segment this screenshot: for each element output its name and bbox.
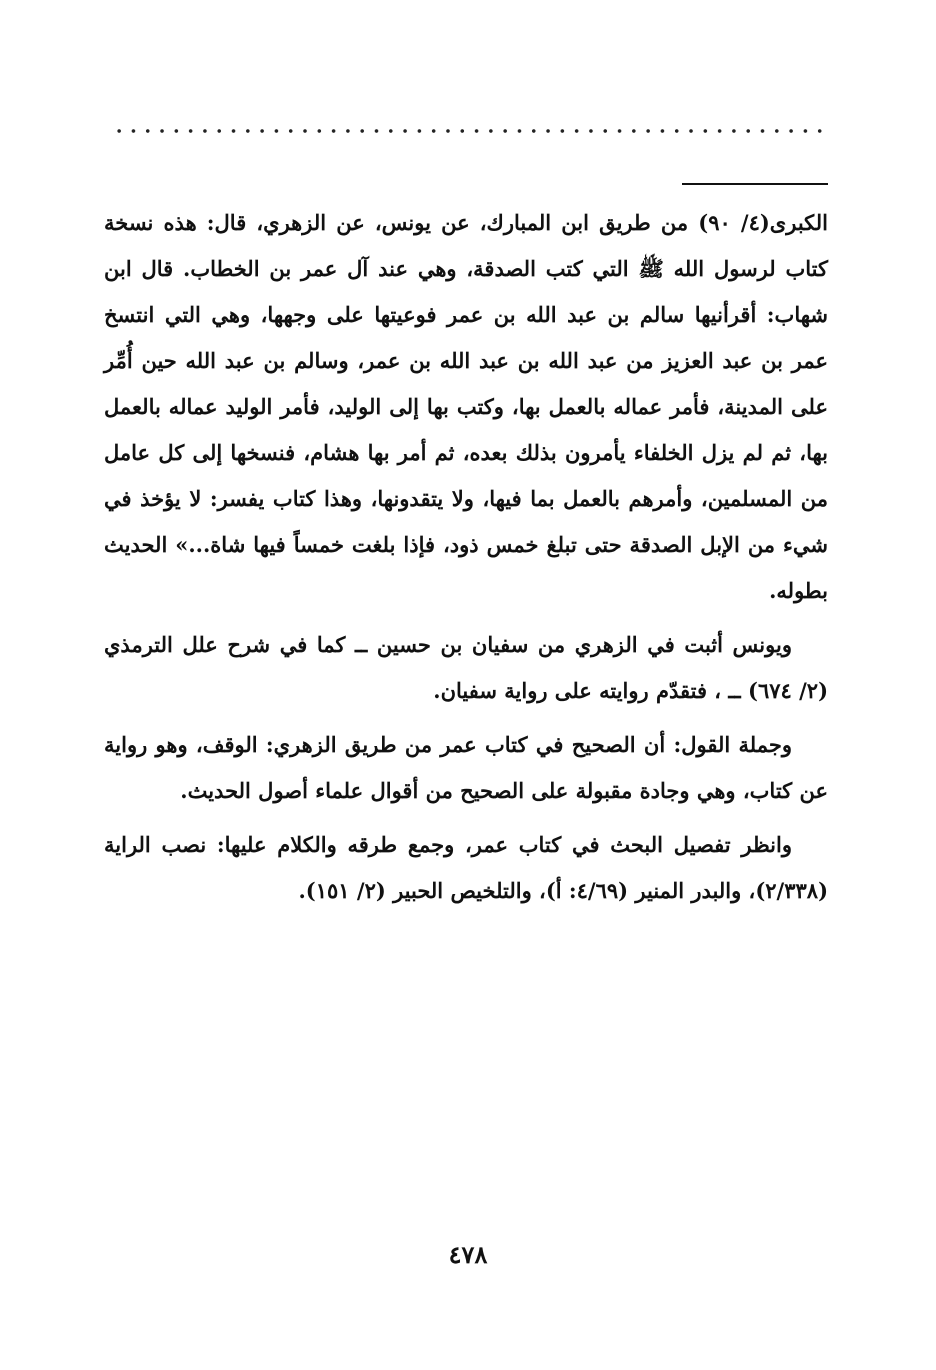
footnote-separator-line xyxy=(682,183,828,185)
footnote-paragraph-2: ويونس أثبت في الزهري من سفيان بن حسين ــ كما في شرح علل الترمذي (٢/ ٦٧٤) ــ ، فتقدّم روايته على رواية سفيان. xyxy=(104,632,828,703)
footnote-paragraph-1: الكبرى(٤/ ٩٠) من طريق ابن المبارك، عن يونس، عن الزهري، قال: هذه نسخة كتاب لرسول الله ﷺ التي كتب الصدقة، وهي عند آل عمر بن الخطاب. قال ابن شهاب: أقرأنيها سالم بن عبد الله بن عمر فوعيتها على وجهها، وهي التي انتسخ عمر بن عبد العزيز من عبد الله بن عبد الله بن عمر، وسالم بن عبد الله حين أُمِّر على المدينة، فأمر عماله بالعمل بها، وكتب بها إلى الوليد، فأمر الوليد عماله بالعمل بها، ثم لم يزل الخلفاء يأمرون بذلك بعده، ثم أمر بها هشام، فنسخها إلى كل عامل من المسلمين، وأمرهم بالعمل بما فيها، ولا يتقدونها، وهذا كتاب يفسر: لا يؤخذ في شيء من الإبل الصدقة حتى تبلغ خمس ذود، فإذا بلغت خمساً فيها شاة...» الحديث بطوله. xyxy=(104,210,829,603)
footnote-block xyxy=(104,200,828,922)
page-number: ٤٧٨ xyxy=(448,1240,488,1269)
footnote-paragraph-3: وجملة القول: أن الصحيح في كتاب عمر من طريق الزهري: الوقف، وهو رواية عن كتاب، وهي وجادة مقبولة على الصحيح من أقوال علماء أصول الحديث. xyxy=(104,732,828,803)
dotted-separator xyxy=(112,124,828,138)
footnote-paragraph-4: وانظر تفصيل البحث في كتاب عمر، وجمع طرقه والكلام عليها: نصب الراية (٢/٣٣٨)، والبدر المنير (٤/٦٩: أ)، والتلخيص الحبير (٢/ ١٥١). xyxy=(104,832,828,903)
